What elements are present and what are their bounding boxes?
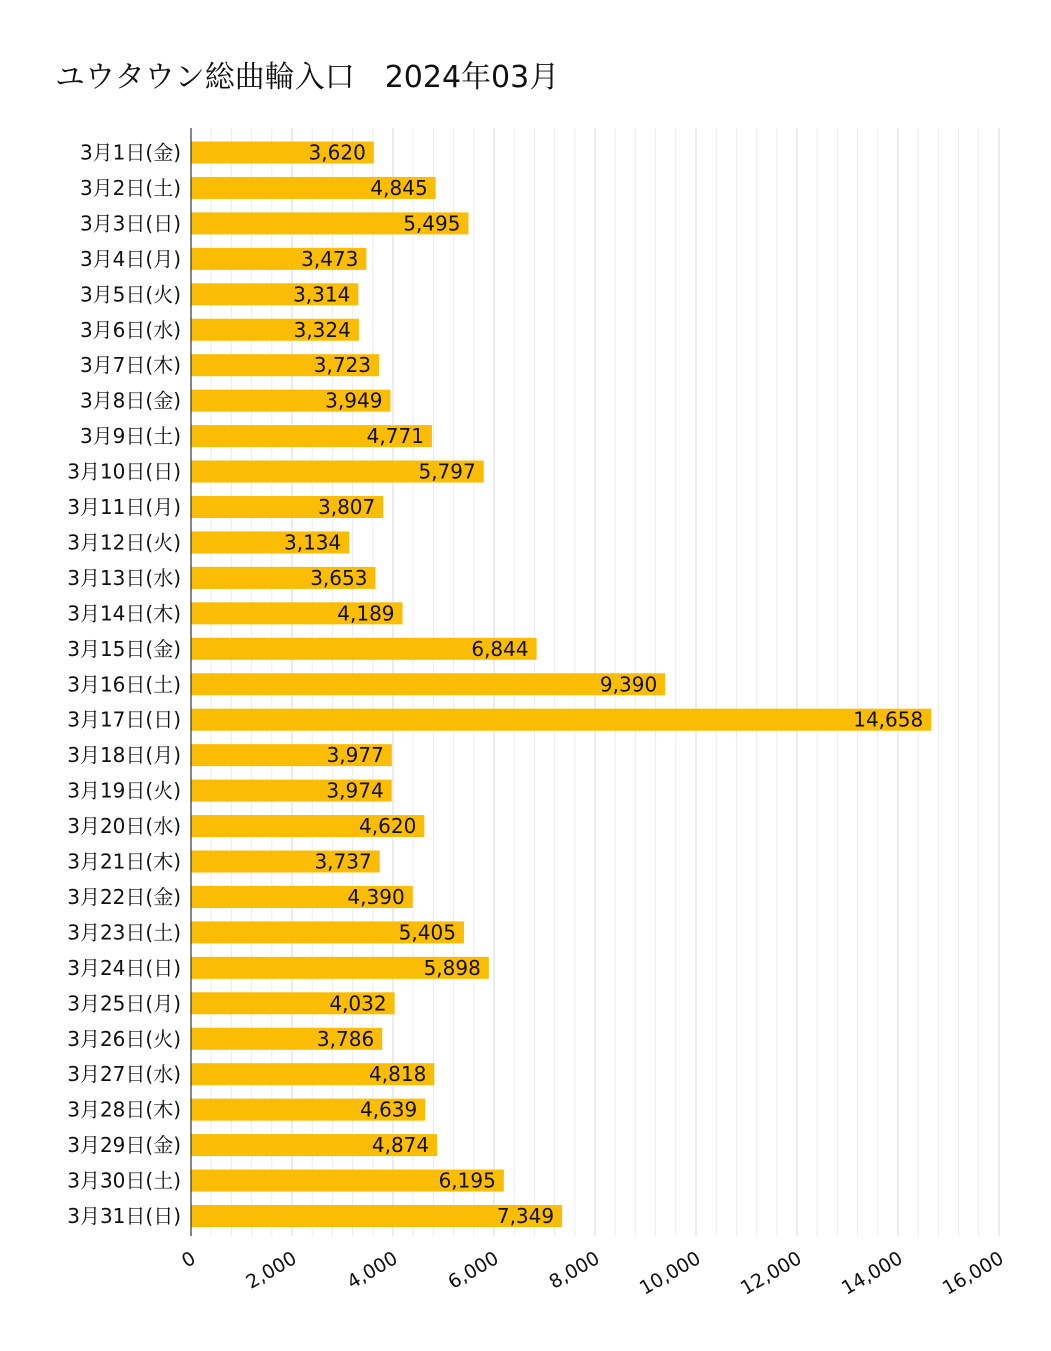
category-label: 3月1日(金) — [79, 140, 181, 165]
category-label: 3月30日(土) — [67, 1168, 181, 1193]
category-label: 3月11日(月) — [67, 495, 181, 519]
category-label: 3月21日(木) — [67, 849, 181, 874]
x-tick-label: 16,000 — [938, 1247, 1008, 1300]
data-label: 3,314 — [293, 282, 351, 307]
category-label: 3月10日(日) — [67, 459, 181, 484]
category-label: 3月25日(月) — [67, 991, 181, 1016]
data-label: 4,032 — [329, 991, 387, 1016]
category-label: 3月27日(水) — [67, 1062, 181, 1087]
data-label: 3,620 — [308, 140, 366, 165]
category-label: 3月19日(火) — [67, 778, 181, 803]
data-label: 3,473 — [301, 246, 359, 271]
category-label: 3月29日(金) — [67, 1133, 181, 1158]
x-tick-label: 4,000 — [343, 1247, 402, 1294]
category-label: 3月12日(火) — [67, 530, 181, 555]
data-label: 5,898 — [423, 955, 481, 980]
data-label: 4,189 — [337, 601, 395, 626]
category-label: 3月4日(月) — [79, 246, 181, 271]
data-label: 6,195 — [438, 1168, 496, 1193]
data-label: 3,723 — [313, 353, 372, 378]
data-label: 3,737 — [314, 849, 372, 874]
x-tick-label: 6,000 — [444, 1247, 503, 1294]
data-label: 4,620 — [359, 814, 417, 839]
category-label: 3月3日(日) — [79, 211, 181, 236]
data-label: 5,405 — [398, 920, 456, 945]
category-label: 3月5日(火) — [79, 282, 181, 307]
category-label: 3月20日(水) — [67, 814, 181, 839]
chart-title: ユウタウン総曲輪入口 2024年03月 — [55, 60, 560, 95]
x-tick-label: 8,000 — [545, 1247, 604, 1294]
category-label: 3月6日(水) — [79, 317, 181, 342]
data-label: 3,786 — [316, 1026, 375, 1051]
data-label: 3,134 — [284, 530, 342, 555]
x-tick-label: 2,000 — [242, 1247, 301, 1294]
category-label: 3月26日(火) — [67, 1026, 181, 1051]
bar — [191, 709, 931, 731]
data-label: 4,639 — [360, 1097, 418, 1122]
category-label: 3月16日(土) — [67, 672, 181, 697]
data-label: 14,658 — [853, 707, 924, 732]
x-tick-label: 14,000 — [837, 1247, 907, 1300]
category-label: 3月14日(木) — [67, 601, 181, 626]
data-label: 3,324 — [293, 317, 351, 342]
data-label: 4,818 — [369, 1062, 427, 1087]
data-label: 5,495 — [403, 211, 461, 236]
data-label: 3,974 — [326, 778, 384, 803]
data-label: 4,771 — [366, 424, 424, 449]
data-label: 3,807 — [317, 495, 376, 519]
category-label: 3月24日(日) — [67, 955, 181, 980]
data-label: 6,844 — [471, 636, 529, 661]
category-label: 3月15日(金) — [67, 636, 181, 661]
data-label: 7,349 — [496, 1204, 555, 1228]
data-label: 9,390 — [599, 672, 658, 697]
x-tick-label: 12,000 — [736, 1247, 806, 1300]
data-label: 5,797 — [418, 459, 476, 484]
category-label: 3月9日(土) — [79, 424, 181, 449]
data-label: 3,977 — [326, 743, 384, 768]
category-label: 3月18日(月) — [67, 743, 181, 768]
x-tick-label: 10,000 — [635, 1247, 705, 1300]
category-label: 3月8日(金) — [79, 388, 181, 413]
category-label: 3月28日(木) — [67, 1097, 181, 1122]
category-label: 3月7日(木) — [79, 353, 181, 378]
data-label: 4,874 — [371, 1133, 430, 1158]
category-label: 3月2日(土) — [79, 175, 181, 200]
category-label: 3月22日(金) — [67, 884, 181, 909]
data-label: 3,653 — [310, 565, 368, 590]
data-label: 4,390 — [347, 884, 405, 909]
category-label: 3月23日(土) — [67, 920, 181, 945]
x-tick-label: 0 — [178, 1247, 200, 1273]
data-label: 4,845 — [370, 175, 428, 200]
category-label: 3月13日(水) — [67, 565, 181, 590]
category-label: 3月31日(日) — [67, 1204, 181, 1228]
data-label: 3,949 — [325, 388, 383, 413]
category-label: 3月17日(日) — [67, 707, 181, 732]
bar — [191, 673, 665, 695]
